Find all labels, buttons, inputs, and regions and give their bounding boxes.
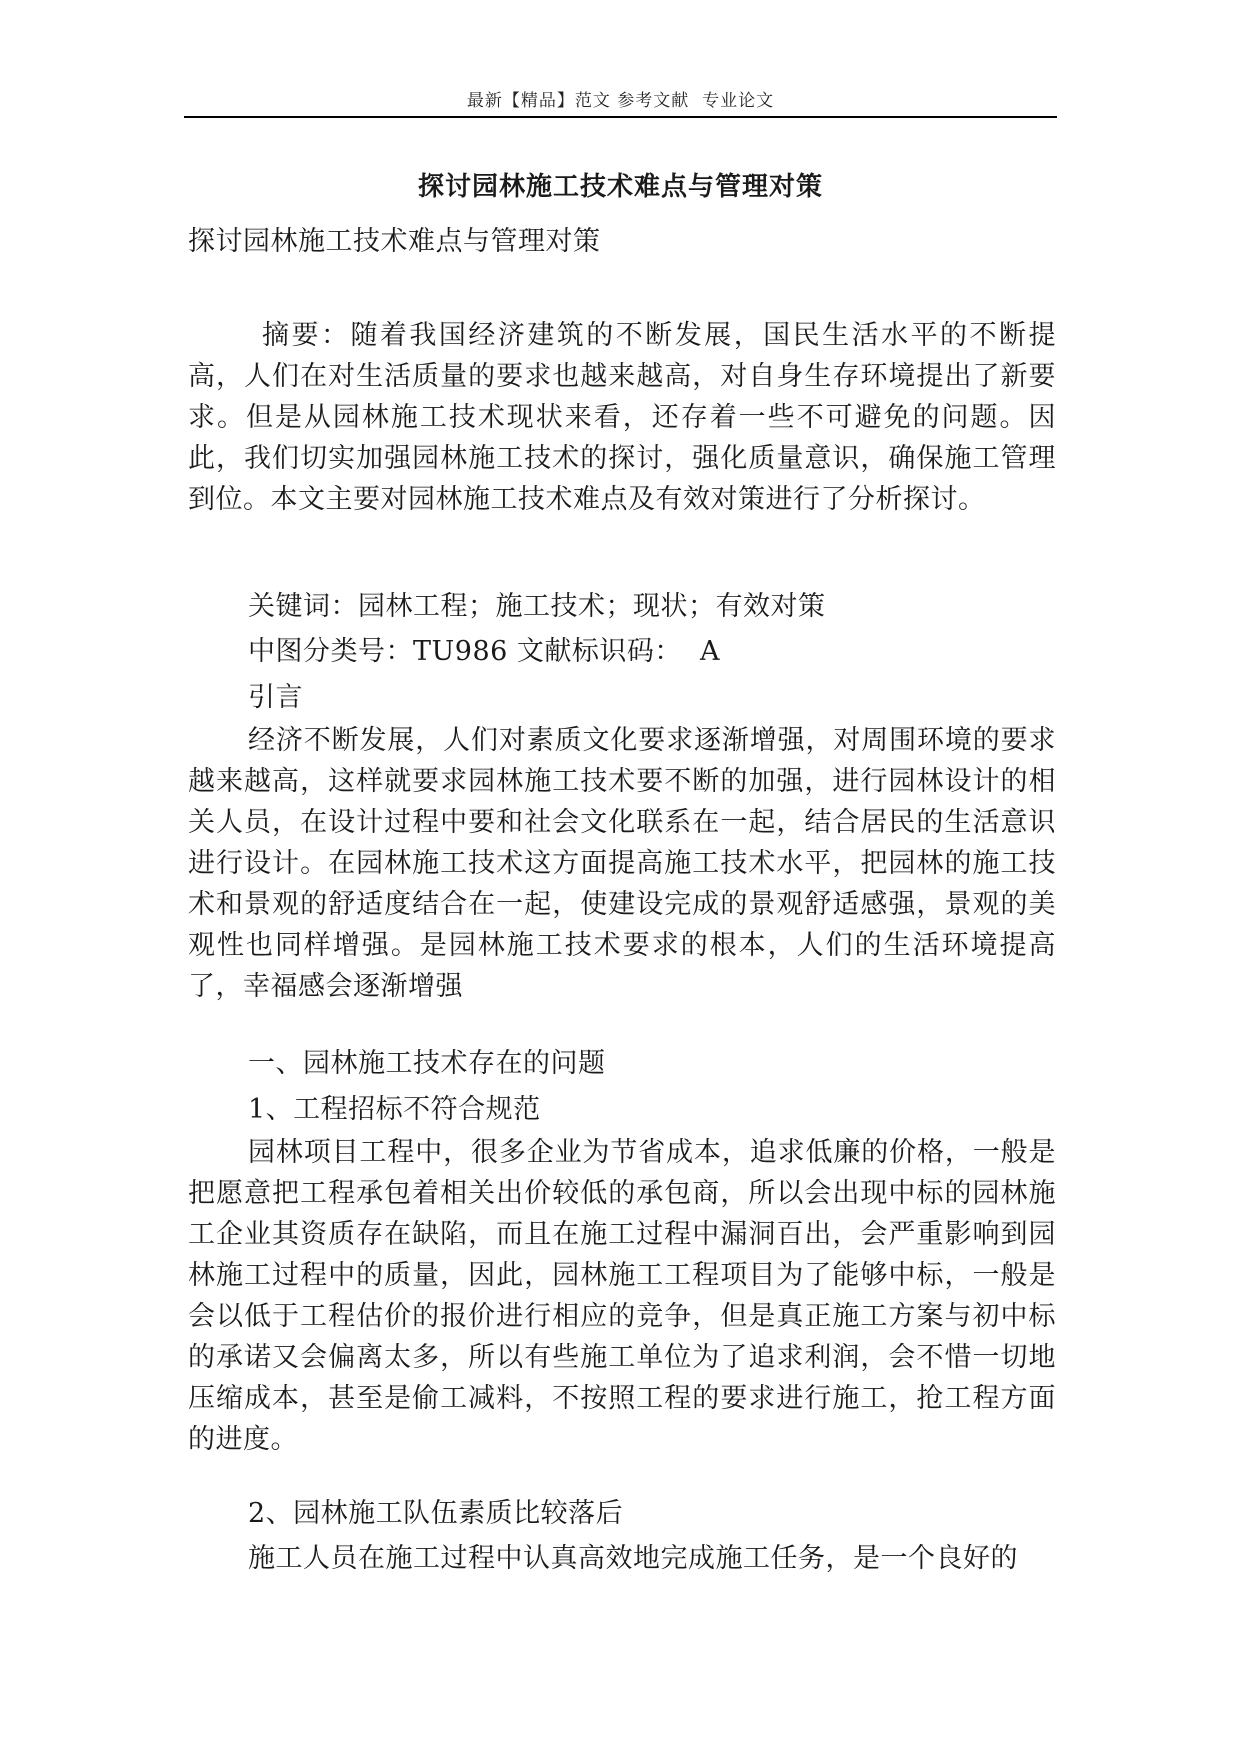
subsection-paragraph-2: 施工人员在施工过程中认真高效地完成施工任务，是一个良好的 bbox=[248, 1543, 1018, 1574]
section-heading: 一、园林施工技术存在的问题 bbox=[248, 1048, 606, 1079]
subsection-paragraph-1: 园林项目工程中，很多企业为节省成本，追求低廉的价格，一般是把愿意把工程承包着相关出价较低的承包商，所以会出现中标的园林施工企业其资质存在缺陷，而且在施工过程中漏洞百出，会严重影响到园林施工过程中的质量，因此，园林施工工程项目为了能够中标，一般是会以低于工程估价的报价进行相应的竞争，但是真正施工方案与初中标的承诺又会偏离太多，所以有些施工单位为了追求利润，会不惜一切地压缩成本，甚至是偷工减料，不按照工程的要求进行施工，抢工程方面的进度。 bbox=[188, 1137, 1056, 1455]
intro-paragraph: 经济不断发展，人们对素质文化要求逐渐增强，对周围环境的要求越来越高，这样就要求园林施工技术要不断的加强，进行园林设计的相关人员，在设计过程中要和社会文化联系在一起，结合居民的生活意识进行设计。在园林施工技术这方面提高施工技术水平，把园林的施工技术和景观的舒适度结合在一起，使建设完成的景观舒适感强，景观的美观性也同样增强。是园林施工技术要求的根本，人们的生活环境提高了，幸福感会逐渐增强 bbox=[188, 725, 1056, 1002]
subsection-heading-2: 2、园林施工队伍素质比较落后 bbox=[248, 1498, 624, 1529]
document-title: 探讨园林施工技术难点与管理对策 bbox=[417, 172, 823, 202]
keywords-line: 关键词：园林工程；施工技术；现状；有效对策 bbox=[248, 591, 826, 622]
intro-heading: 引言 bbox=[248, 682, 303, 713]
header-divider bbox=[184, 116, 1057, 118]
classification-line: 中图分类号：TU986 文献标识码： A bbox=[248, 636, 721, 667]
abstract-paragraph: 摘要：随着我国经济建筑的不断发展，国民生活水平的不断提高，人们在对生活质量的要求也越来越高，对自身生存环境提出了新要求。但是从园林施工技术现状来看，还存着一些不可避免的问题。因此，我们切实加强园林施工技术的探讨，强化质量意识，确保施工管理到位。本文主要对园林施工技术难点及有效对策进行了分析探讨。 bbox=[188, 320, 1056, 515]
subsection-heading-1: 1、工程招标不符合规范 bbox=[248, 1094, 541, 1125]
document-subtitle: 探讨园林施工技术难点与管理对策 bbox=[188, 226, 601, 257]
page-header: 最新【精品】范文 参考文献 专业论文 bbox=[466, 91, 775, 111]
